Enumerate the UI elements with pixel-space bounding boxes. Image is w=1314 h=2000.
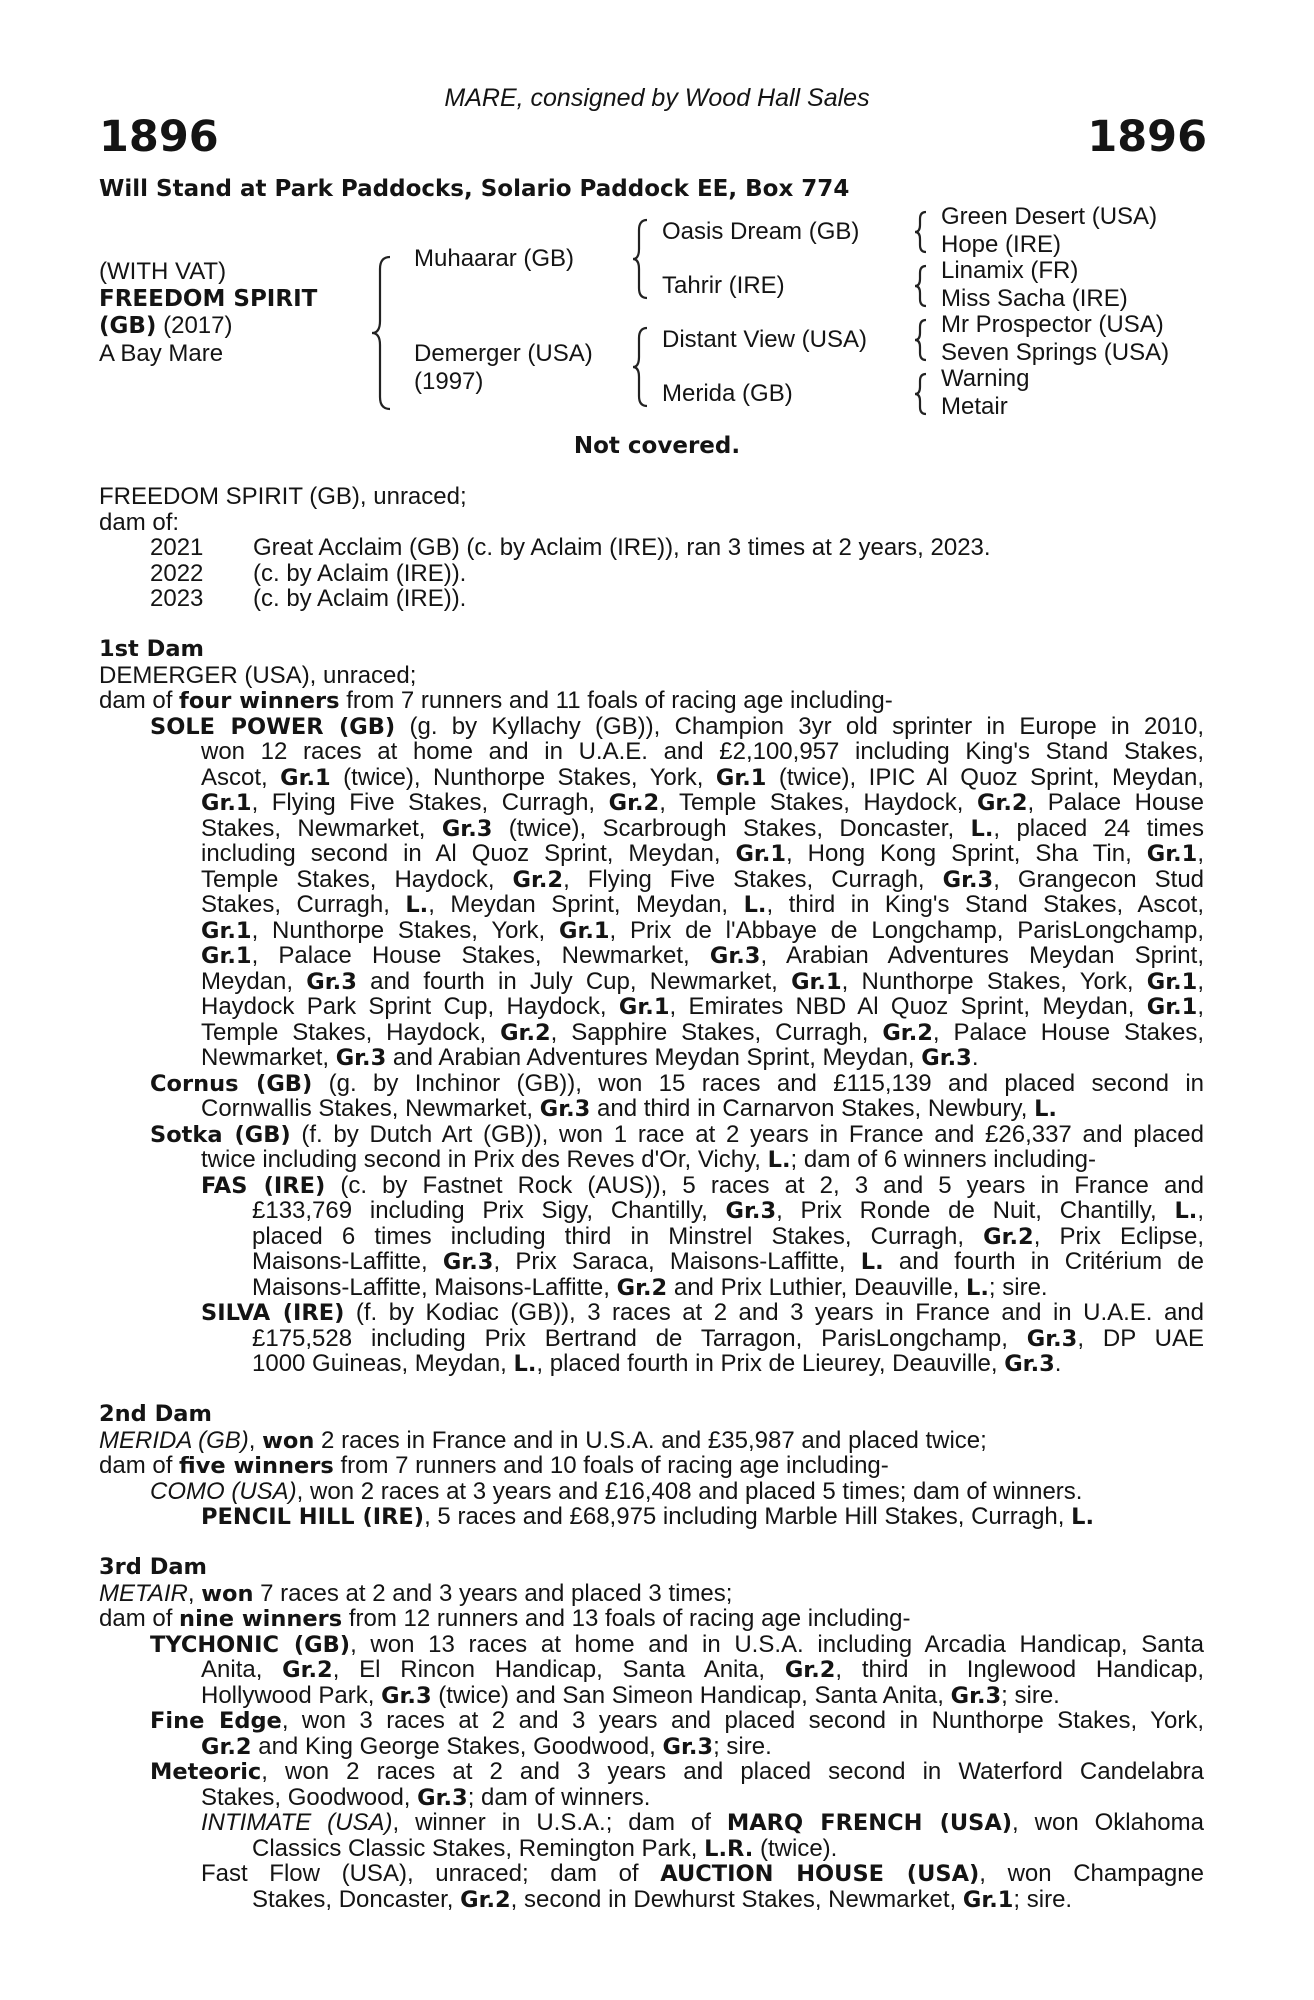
pedigree-brace-g4 — [913, 372, 929, 416]
dam-year: (1997) — [414, 368, 484, 395]
pedigree-brace-dam — [631, 326, 651, 408]
produce-row: 2022 (c. by Aclaim (IRE)). — [150, 559, 467, 587]
runner-intimate: INTIMATE (USA), winner in U.S.A.; dam of MARQ FRENCH (USA), won Oklahoma Classics Classic Stakes, Remington Park, L.R. (twice). — [201, 1809, 1204, 1862]
g-dsd: Seven Springs (USA) — [941, 339, 1170, 366]
produce-row: 2023 (c. by Aclaim (IRE)). — [150, 585, 467, 612]
second-dam-line: MERIDA (GB), won 2 races in France and in U.S.A. and £35,987 and placed twice; — [99, 1426, 987, 1454]
stabling-info: Will Stand at Park Paddocks, Solario Paddock EE, Box 774 — [99, 176, 850, 202]
g-dds: Warning — [941, 365, 1030, 392]
horse-description: A Bay Mare — [99, 340, 224, 367]
second-dam-record: dam of five winners from 7 runners and 10 foals of racing age including- — [99, 1452, 889, 1479]
pedigree-brace-g1 — [913, 210, 929, 254]
produce-row: 2021 Great Acclaim (GB) (c. by Aclaim (IRE)), ran 3 times at 2 years, 2023. — [150, 534, 991, 561]
runner-como: COMO (USA), won 2 races at 3 years and £16,408 and placed 5 times; dam of winners. — [150, 1477, 1083, 1505]
g-sdd: Miss Sacha (IRE) — [941, 285, 1128, 312]
pedigree-brace-g2 — [913, 264, 929, 308]
consignment-line: MARE, consigned by Wood Hall Sales — [444, 84, 870, 112]
runner-meteoric: Meteoric, won 2 races at 2 and 3 years and placed second in Waterford Candelabra Stakes, Goodwood, Gr.3; dam of winners. — [150, 1758, 1204, 1811]
runner-sotka: Sotka (GB) (f. by Dutch Art (GB)), won 1 race at 2 years in France and £26,337 and placed twice including second in Prix des Reves d'Or, Vichy, L.; dam of 6 winners including- — [150, 1120, 1204, 1173]
produce-intro: FREEDOM SPIRIT (GB), unraced; — [99, 483, 467, 510]
g-sds: Linamix (FR) — [941, 257, 1079, 284]
runner-pencil-hill: PENCIL HILL (IRE), 5 races and £68,975 including Marble Hill Stakes, Curragh, L. — [201, 1503, 1094, 1530]
second-dam-heading: 2nd Dam — [99, 1401, 212, 1427]
runner-tychonic: TYCHONIC (GB), won 13 races at home and in U.S.A. including Arcadia Handicap, Santa Anita, Gr.2, El Rincon Handicap, Santa Anita, Gr.2, third in Inglewood Handicap, Hollywood Park, Gr.3 (twice) and San Simeon Handicap, Santa Anita, Gr.3; sire. — [150, 1630, 1204, 1709]
not-covered-note: Not covered. — [573, 433, 741, 459]
third-dam-heading: 3rd Dam — [99, 1554, 207, 1580]
first-dam-record: dam of four winners from 7 runners and 11 foals of racing age including- — [99, 687, 893, 714]
lot-number-right: 1896 — [1087, 112, 1207, 162]
runner-silva: SILVA (IRE) (f. by Kodiac (GB)), 3 races at 2 and 3 years in France and in U.A.E. and £175,528 including Prix Bertrand de Tarragon, ParisLongchamp, Gr.3, DP UAE 1000 Guineas, Meydan, L., placed fourth in Prix de Lieurey, Deauville, Gr.3. — [201, 1299, 1204, 1377]
horse-name: FREEDOM SPIRIT — [99, 286, 318, 312]
sire-name: Muhaarar (GB) — [414, 245, 575, 272]
produce-damof: dam of: — [99, 508, 180, 536]
dam-dam: Merida (GB) — [662, 380, 793, 407]
dam-sire: Distant View (USA) — [662, 326, 867, 353]
sire-dam: Tahrir (IRE) — [662, 272, 785, 299]
runner-fast-flow: Fast Flow (USA), unraced; dam of AUCTION HOUSE (USA), won Champagne Stakes, Doncaster, Gr.2, second in Dewhurst Stakes, Newmarket, Gr.1; sire. — [201, 1860, 1204, 1913]
pedigree-brace-sire — [631, 218, 651, 300]
lot-number-left: 1896 — [99, 112, 219, 162]
catalogue-body — [99, 484, 1204, 1912]
g-ddd: Metair — [941, 393, 1008, 420]
third-dam-line: METAIR, won 7 races at 2 and 3 years and placed 3 times; — [99, 1579, 733, 1607]
g-sss: Green Desert (USA) — [941, 203, 1158, 230]
runner-sole-power: SOLE POWER (GB) (g. by Kyllachy (GB)), Champion 3yr old sprinter in Europe in 2010, won 12 races at home and in U.A.E. and £2,100,957 including King's Stand Stakes, Ascot, Gr.1 (twice), Nunthorpe Stakes, York, Gr.1 (twice), IPIC Al Quoz Sprint, Meydan, Gr.1, Flying Five Stakes, Curragh, Gr.2, Temple Stakes, Haydock, Gr.2, Palace House Stakes, Newmarket, Gr.3 (twice), Scarbrough Stakes, Doncaster, L., placed 24 times including second in Al Quoz Sprint, Meydan, Gr.1, Hong Kong Sprint, Sha Tin, Gr.1, Temple Stakes, Haydock, Gr.2, Flying Five Stakes, Curragh, Gr.3, Grangecon Stud Stakes, Curragh, L., Meydan Sprint, Meydan, L., third in King's Stand Stakes, Ascot, Gr.1, Nunthorpe Stakes, York, Gr.1, Prix de l'Abbaye de Longchamp, ParisLongchamp, Gr.1, Palace House Stakes, Newmarket, Gr.3, Arabian Adventures Meydan Sprint, Meydan, Gr.3 and fourth in July Cup, Newmarket, Gr.1, Nunthorpe Stakes, York, Gr.1, Haydock Park Sprint Cup, Haydock, Gr.1, Emirates NBD Al Quoz Sprint, Meydan, Gr.1, Temple Stakes, Haydock, Gr.2, Sapphire Stakes, Curragh, Gr.2, Palace House Stakes, Newmarket, Gr.3 and Arabian Adventures Meydan Sprint, Meydan, Gr.3. — [150, 712, 1205, 1071]
third-dam-record: dam of nine winners from 12 runners and 13 foals of racing age including- — [99, 1605, 911, 1632]
first-dam-line: DEMERGER (USA), unraced; — [99, 661, 417, 689]
runner-fine-edge: Fine Edge, won 3 races at 2 and 3 years and placed second in Nunthorpe Stakes, York, Gr.2 and King George Stakes, Goodwood, Gr.3; sire. — [150, 1707, 1204, 1760]
pedigree-brace-g3 — [913, 318, 929, 362]
sire-sire: Oasis Dream (GB) — [662, 218, 860, 245]
runner-fas: FAS (IRE) (c. by Fastnet Rock (AUS)), 5 races at 2, 3 and 5 years in France and £133,769 including Prix Sigy, Chantilly, Gr.3, Prix Ronde de Nuit, Chantilly, L., placed 6 times including third in Minstrel Stakes, Curragh, Gr.2, Prix Eclipse, Maisons-Laffitte, Gr.3, Prix Saraca, Maisons-Laffitte, L. and fourth in Critérium de Maisons-Laffitte, Maisons-Laffitte, Gr.2 and Prix Luthier, Deauville, L.; sire. — [201, 1171, 1205, 1301]
horse-origin-year: (GB) (2017) — [99, 312, 233, 339]
vat-note: (WITH VAT) — [99, 258, 227, 285]
pedigree-brace-main — [370, 255, 394, 411]
runner-cornus: Cornus (GB) (g. by Inchinor (GB)), won 15 races and £115,139 and placed second in Cornwallis Stakes, Newmarket, Gr.3 and third in Carnarvon Stakes, Newbury, L. — [150, 1069, 1205, 1122]
dam-name: Demerger (USA) — [414, 340, 593, 367]
g-ssd: Hope (IRE) — [941, 231, 1062, 258]
first-dam-heading: 1st Dam — [99, 636, 204, 662]
g-dss: Mr Prospector (USA) — [941, 311, 1164, 338]
